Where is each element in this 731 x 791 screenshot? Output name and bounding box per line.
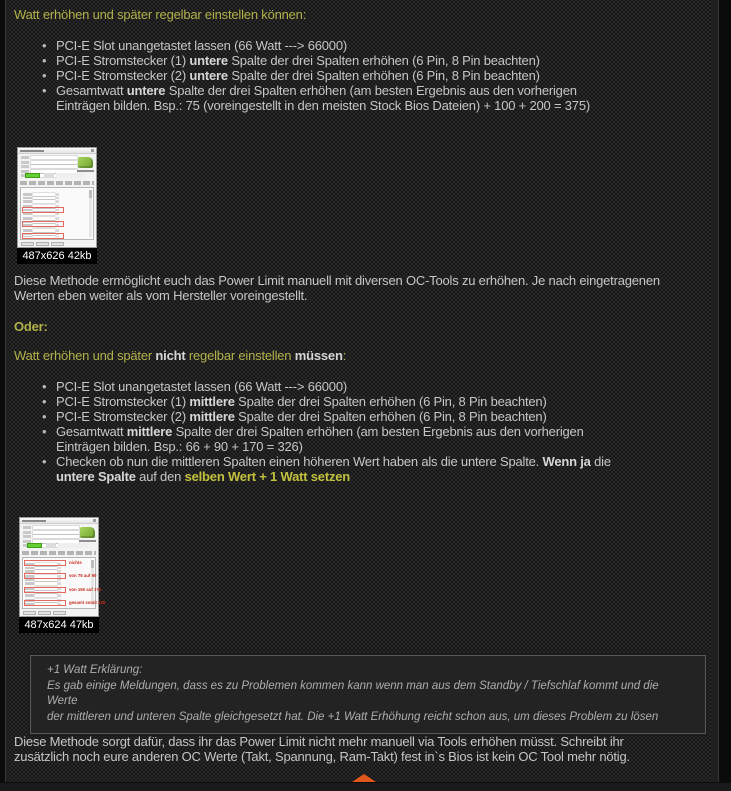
quote-body: Es gab einige Meldungen, dass es zu Problemen kommen kann wenn man aus dem Standby / Tiefschlaf kommt und die Werte der mittleren und unteren Spalte gleichgesetzt hat. Die +1 Watt Erhöhung reicht schon aus, um dieses Problem zu lösen bbox=[47, 679, 659, 723]
mini-scrollbar bbox=[89, 190, 92, 237]
red-highlight-box bbox=[22, 221, 64, 227]
mini-row bbox=[23, 200, 87, 203]
bottom-bar bbox=[0, 782, 731, 791]
mini-buttons bbox=[23, 611, 66, 615]
mini-field-row bbox=[46, 543, 88, 548]
mini-field-row bbox=[44, 173, 86, 178]
mini-row bbox=[23, 229, 87, 232]
list-item: • PCI-E Stromstecker (2) untere Spalte der drei Spalten erhöhen (6 Pin, 8 Pin beachten) bbox=[42, 68, 711, 83]
red-annotation: nichts bbox=[69, 560, 82, 565]
paragraph-method-fixed: Diese Methode sorgt dafür, dass ihr das Power Limit nicht mehr manuell via Tools erhöhen müsst. Schreibt ihr zusätzlich noch eure anderen OC Werte (Takt, Spannung, Ram-Takt) fest in`s Bios ist kein OC Tool mehr nötig. bbox=[14, 734, 630, 764]
mini-table-rows bbox=[23, 191, 87, 237]
red-annotation: von 150 auf 170 bbox=[69, 587, 102, 592]
list-item: • PCI-E Stromstecker (1) untere Spalte der drei Spalten erhöhen (6 Pin, 8 Pin beachten) bbox=[42, 53, 711, 68]
mini-power-table-panel bbox=[20, 187, 94, 240]
mini-row bbox=[21, 161, 77, 164]
mini-logo-caption bbox=[77, 170, 94, 172]
quote-box bbox=[30, 655, 706, 734]
mini-tab-strip bbox=[22, 551, 96, 555]
list-item: • Checken ob nun die mittleren Spalten einen höheren Wert haben als die untere Spalte. Wenn ja die untere Spalte auf den selben Wert + 1 Watt setzen bbox=[42, 454, 719, 484]
mini-green-field bbox=[25, 173, 40, 178]
mini-row bbox=[23, 197, 87, 200]
mini-logo-caption bbox=[79, 540, 96, 542]
red-highlight-box bbox=[22, 233, 64, 239]
mini-power-table-panel bbox=[22, 557, 106, 609]
mini-row bbox=[25, 582, 89, 585]
mini-row bbox=[23, 193, 87, 196]
mini-row bbox=[21, 156, 77, 159]
mini-row bbox=[23, 535, 79, 538]
nvidia-logo-icon bbox=[78, 157, 93, 168]
mini-window-titlebar bbox=[20, 518, 98, 524]
red-highlight-box bbox=[22, 207, 64, 213]
mini-tab-strip bbox=[20, 181, 94, 185]
red-highlight-row bbox=[24, 573, 97, 579]
mini-row bbox=[23, 531, 79, 534]
mini-buttons bbox=[21, 242, 64, 246]
section-heading-nicht-regelbar: Watt erhöhen und später nicht regelbar einstellen müssen: bbox=[14, 348, 347, 363]
nvidia-logo-icon bbox=[80, 527, 95, 538]
section-heading-regelbar: Watt erhöhen und später regelbar einstellen können: bbox=[14, 7, 307, 22]
thumbnail-caption: 487x626 42kb bbox=[17, 248, 97, 264]
bullet-list-mittlere bbox=[14, 379, 719, 484]
list-item: • PCI-E Slot unangetastet lassen (66 Watt ---> 66000) bbox=[42, 379, 719, 394]
mini-row bbox=[23, 217, 87, 220]
mini-window-titlebar bbox=[18, 148, 96, 154]
scroll-to-top-icon[interactable] bbox=[352, 774, 376, 782]
mini-row bbox=[25, 594, 89, 597]
red-highlight-row bbox=[24, 587, 102, 593]
thumbnail-caption: 487x624 47kb bbox=[19, 617, 99, 633]
mini-green-field bbox=[27, 543, 42, 548]
list-item: • Gesamtwatt mittlere Spalte der drei Spalten erhöhen (am besten Ergebnis aus den vorherigen Einträgen bilden. Bsp.: 66 + 90 + 170 = 326) bbox=[42, 424, 719, 454]
bios-tweaker-screenshot-2 bbox=[19, 517, 106, 617]
list-item: • PCI-E Slot unangetastet lassen (66 Watt ---> 66000) bbox=[42, 38, 711, 53]
mini-row bbox=[25, 567, 89, 570]
list-item: • Gesamtwatt untere Spalte der drei Spalten erhöhen (am besten Ergebnis aus den vorherigen Einträgen bilden. Bsp.: 75 (voreingestellt in den meisten Stock Bios Dateien) + 100 + 200 = 375) bbox=[42, 83, 711, 113]
list-item: • PCI-E Stromstecker (1) mittlere Spalte der drei Spalten erhöhen (6 Pin, 8 Pin beachten) bbox=[42, 394, 719, 409]
bullet-list-untere bbox=[14, 38, 711, 113]
mini-row bbox=[21, 165, 77, 168]
attachment-thumbnail-1[interactable] bbox=[17, 147, 97, 264]
oder-heading: Oder: bbox=[14, 319, 48, 334]
mini-row bbox=[23, 526, 79, 529]
paragraph-method-regelbar: Diese Methode ermöglicht euch das Power Limit manuell mit diversen OC-Tools zu erhöhen. Je nach eingetragenen Werten eben weiter als vom Hersteller voreingestellt. bbox=[14, 273, 660, 303]
quote-title: +1 Watt Erklärung: bbox=[47, 664, 143, 676]
red-annotation: gesamt somit 326 bbox=[69, 600, 106, 606]
mini-row bbox=[25, 579, 89, 582]
red-highlight-row bbox=[24, 560, 94, 566]
attachment-thumbnail-2[interactable] bbox=[19, 517, 106, 633]
red-annotation: von 75 auf 90 bbox=[69, 573, 97, 578]
bios-tweaker-screenshot-1 bbox=[17, 147, 97, 248]
list-item: • PCI-E Stromstecker (2) mittlere Spalte der drei Spalten erhöhen (6 Pin, 8 Pin beachten) bbox=[42, 409, 719, 424]
red-highlight-row bbox=[24, 600, 106, 606]
